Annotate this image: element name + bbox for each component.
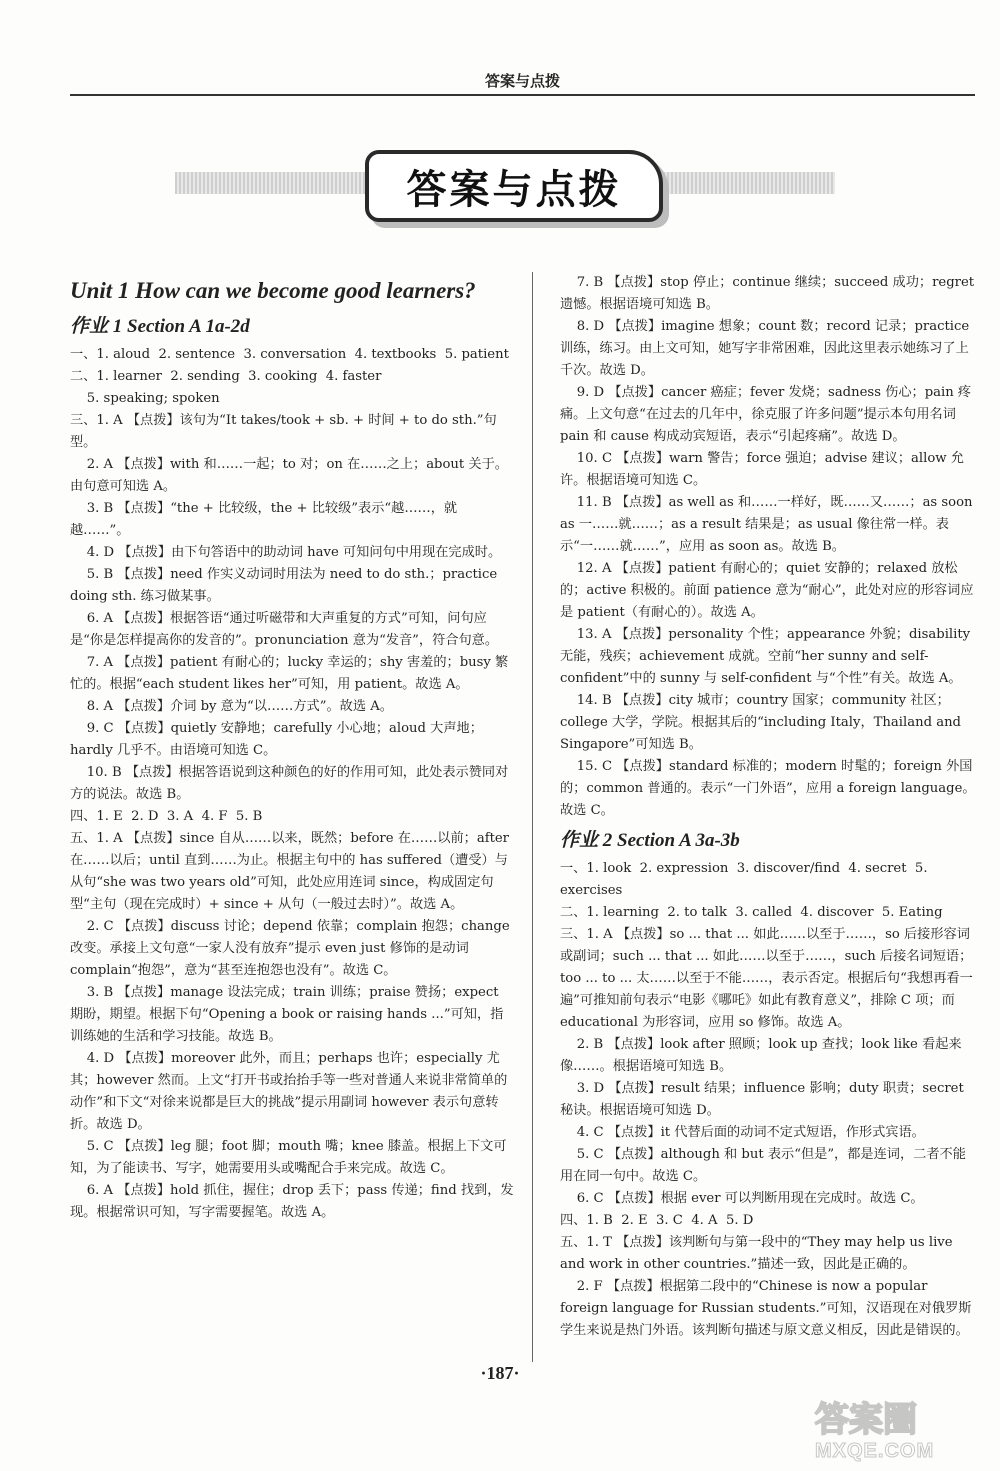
answer-line: 5. B 【点拨】need 作实义动词时用法为 need to do sth.；practice doing sth. 练习做某事。 [70, 567, 502, 604]
answer-line: 9. D 【点拨】cancer 癌症；fever 发烧；sadness 伤心；pain 疼痛。上文句意“在过去的几年中，徐克服了许多问题”提示本句用名词 pain 和 cause 构成动宾短语，表示“引起疼痛”。故选 D。 [560, 385, 972, 444]
answer-line: 四、1. B 2. E 3. C 4. A 5. D [560, 1213, 754, 1228]
answer-line: 6. C 【点拨】根据 ever 可以判断用现在完成时。故选 C。 [560, 1191, 924, 1206]
right-column [560, 272, 978, 1342]
watermark-logo: 答案圈 [815, 1400, 917, 1440]
answer-line: 11. B 【点拨】as well as 和……一样好，既……又……；as soon as 一……就……；as a result 结果是；as usual 像往常一样。表示“一……就……”，应用 as soon as。故选 B。 [560, 495, 977, 554]
answer-line: 7. B 【点拨】stop 停止；continue 继续；succeed 成功；regret 遗憾。根据语境可知选 B。 [560, 275, 979, 312]
answer-line: 三、1. A 【点拨】so ... that ... 如此……以至于……，so 后接形容词或副词；such ... that ... 如此……以至于……，such 后接名词短语；too ... to ... 太……以至于不能……，表示否定。根据后句“我想再看一遍”可推知前句表示“电影《哪吒》如此有教育意义”，排除 C 项；而 educational 为形容词，应用 so 修饰。故选 A。 [560, 927, 973, 1030]
answer-line: 4. D 【点拨】由下句答语中的助动词 have 可知问句中用现在完成时。 [70, 545, 502, 560]
answer-line: 二、1. learning 2. to talk 3. called 4. discover 5. Eating [560, 905, 943, 920]
answer-line: 2. F 【点拨】根据第二段中的“Chinese is now a popular foreign language for Russian students.”可知，汉语现在对俄罗斯学生来说是热门外语。该判断句描述与原文意义相反，因此是错误的。 [560, 1279, 972, 1338]
answer-line: 13. A 【点拨】personality 个性；appearance 外貌；disability 无能，残疾；achievement 成就。空前“her sunny and self-confident”中的 sunny 与 self-confident 与“个性”有关。故选 A。 [560, 627, 975, 686]
answer-line: 3. B 【点拨】“the + 比较级，the + 比较级”表示“越……，就越……”。 [70, 501, 458, 538]
answer-line: 5. C 【点拨】leg 腿；foot 脚；mouth 嘴；knee 膝盖。根据上下文可知，为了能读书、写字，她需要用头或嘴配合手来完成。故选 C。 [70, 1139, 507, 1176]
answer-line: 8. D 【点拨】imagine 想象；count 数；record 记录；practice 训练，练习。由上文可知，她写字非常困难，因此这里表示她练习了上千次。故选 D。 [560, 319, 974, 378]
answer-line: 6. A 【点拨】根据答语“通过听磁带和大声重复的方式”可知，问句应是“你是怎样提高你的发音的”。pronunciation 意为“发音”，符合句意。 [70, 611, 499, 648]
running-header [70, 70, 975, 96]
answer-line: 四、1. E 2. D 3. A 4. F 5. B [70, 809, 263, 824]
answer-line: 9. C 【点拨】quietly 安静地；carefully 小心地；aloud 大声地；hardly 几乎不。由语境可知选 C。 [70, 721, 483, 758]
answer-line: 8. A 【点拨】介词 by 意为“以……方式”。故选 A。 [70, 699, 393, 714]
answer-line: 3. D 【点拨】result 结果；influence 影响；duty 职责；secret 秘诀。根据语境可知选 D。 [560, 1081, 968, 1118]
right-answer-list-bottom [560, 858, 978, 1342]
answer-line: 15. C 【点拨】standard 标准的；modern 时髦的；foreign 外国的；common 普通的。表示“一门外语”，应用 a foreign language。故选 C。 [560, 759, 976, 818]
answer-line: 2. A 【点拨】with 和……一起；to 对；on 在……之上；about 关于。由句意可知选 A。 [70, 457, 508, 494]
banner-title: 答案与点拨 [365, 150, 663, 222]
running-header-title: 答案与点拨 [484, 72, 560, 90]
answer-line: 10. C 【点拨】warn 警告；force 强迫；advise 建议；allow 允许。根据语境可知选 C。 [560, 451, 964, 488]
unit-title: Unit 1 How can we become good learners? [70, 278, 476, 303]
answer-line: 5. C 【点拨】although 和 but 表示“但是”，都是连词，二者不能用在同一句中。故选 C。 [560, 1147, 966, 1184]
answer-line: 5. speaking; spoken [70, 391, 220, 406]
answer-line: 14. B 【点拨】city 城市；country 国家；community 社区；college 大学，学院。根据其后的“including Italy，Thailand and Singapore”可知选 B。 [560, 693, 966, 752]
section-title-1: 作业 1 Section A 1a-2d [70, 316, 250, 337]
answer-line: 一、1. look 2. expression 3. discover/find 4. secret 5. exercises [560, 861, 932, 898]
answer-line: 五、1. A 【点拨】since 自从……以来，既然；before 在……以前；after 在……以后；until 直到……为止。根据主句中的 has suffered（遭受）与从句“she was two years old”可知，此处应用连词 since，构成固定句型“主句（现在完成时）+ since + 从句（一般过去时）”。故选 A。 [70, 831, 514, 912]
answer-line: 2. C 【点拨】discuss 讨论；depend 依靠；complain 抱怨；change 改变。承接上文句意“一家人没有放弃”提示 even just 修饰的是动词 complain“抱怨”，意为“甚至连抱怨也没有”。故选 C。 [70, 919, 514, 978]
answer-line: 三、1. A 【点拨】该句为“It takes/took + sb. + 时间 + to do sth.”句型。 [70, 413, 497, 450]
page-number: ·187· [480, 1363, 520, 1383]
answer-line: 2. B 【点拨】look after 照顾；look up 查找；look like 看起来像……。根据语境可知选 B。 [560, 1037, 962, 1074]
answer-line: 3. B 【点拨】manage 设法完成；train 训练；praise 赞扬；expect 期盼，期望。根据下句“Opening a book or raising hands ...”可知，指训练她的生活和学习技能。故选 B。 [70, 985, 504, 1044]
answer-line: 12. A 【点拨】patient 有耐心的；quiet 安静的；relaxed 放松的；active 积极的。前面 patience 意为“耐心”，此处对应的形容词应是 patient（有耐心的）。故选 A。 [560, 561, 974, 620]
site-watermark [815, 1400, 985, 1470]
right-answer-list-top [560, 272, 978, 822]
watermark-url: MXQE.COM [815, 1440, 935, 1462]
column-divider [532, 272, 533, 1362]
answer-banner [175, 140, 835, 230]
answer-line: 二、1. learner 2. sending 3. cooking 4. faster [70, 369, 382, 384]
answer-line: 4. D 【点拨】moreover 此外，而且；perhaps 也许；especially 尤其；however 然而。上文“打开书或抬抬手等一些对普通人来说非常简单的动作”和下文“对徐来说都是巨大的挑战”提示用副词 however 表示句意转折。故选 D。 [70, 1051, 508, 1132]
answer-line: 一、1. aloud 2. sentence 3. conversation 4. textbooks 5. patient [70, 347, 509, 362]
answer-line: 4. C 【点拨】it 代替后面的动词不定式短语，作形式宾语。 [560, 1125, 925, 1140]
answer-line: 五、1. T 【点拨】该判断句与第一段中的“They may help us live and work in other countries.”描述一致，因此是正确的。 [560, 1235, 957, 1272]
left-column [70, 272, 515, 1224]
answer-line: 6. A 【点拨】hold 抓住，握住；drop 丢下；pass 传递；find 找到，发现。根据常识可知，写字需要握笔。故选 A。 [70, 1183, 514, 1220]
left-answer-list [70, 344, 515, 1224]
answer-line: 10. B 【点拨】根据答语说到这种颜色的好的作用可知，此处表示赞同对方的说法。故选 B。 [70, 765, 509, 802]
section-title-2: 作业 2 Section A 3a-3b [560, 830, 740, 851]
answer-line: 7. A 【点拨】patient 有耐心的；lucky 幸运的；shy 害羞的；busy 繁忙的。根据“each student likes her”可知，用 patient。故选 A。 [70, 655, 509, 692]
